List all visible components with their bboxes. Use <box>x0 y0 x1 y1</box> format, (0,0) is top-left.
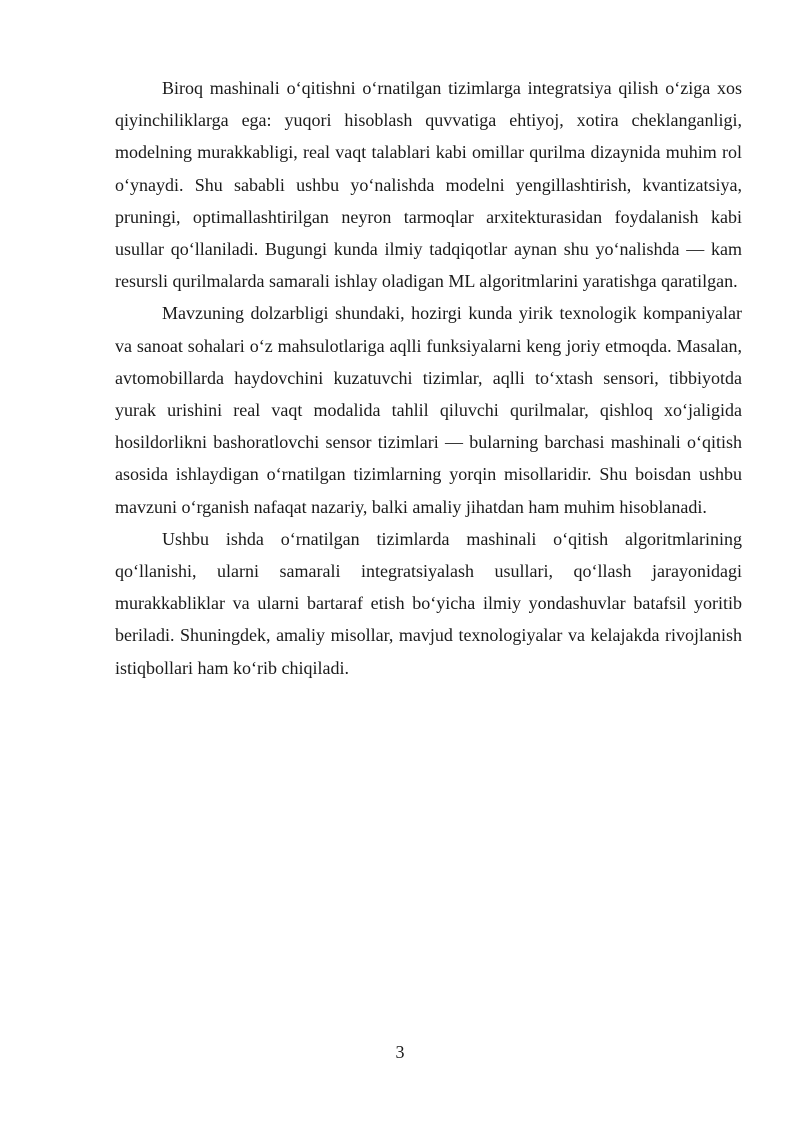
paragraph-topic-relevance: Mavzuning dolzarbligi shundaki, hozirgi kunda yirik texnologik kompaniyalar va sanoat sohalari o‘z mahsulotlariga aqlli funksiyalarni keng joriy etmoqda. Masalan, avtomobillarda haydovchini kuzatuvchi tizimlar, aqlli to‘xtash sensori, tibbiyotda yurak urishini real vaqt modalida tahlil qiluvchi qurilmalar, qishloq xo‘jaligida hosildorlikni bashoratlovchi sensor tizimlari — bularning barchasi mashinali o‘qitish asosida ishlaydigan o‘rnatilgan tizimlarning yorqin misollaridir. Shu boisdan ushbu mavzuni o‘rganish nafaqat nazariy, balki amaliy jihatdan ham muhim hisoblanadi. <box>115 303 742 517</box>
paragraph-work-scope: Ushbu ishda o‘rnatilgan tizimlarda mashinali o‘qitish algoritmlarining qo‘llanishi, ularni samarali integratsiyalash usullari, qo‘llash jarayonidagi murakkabliklar va ularni bartaraf etish bo‘yicha ilmiy yondashuvlar batafsil yoritib beriladi. Shuningdek, amaliy misollar, mavjud texnologiyalar va kelajakda rivojlanish istiqbollari ham ko‘rib chiqiladi. <box>115 528 742 678</box>
paragraph-integration-challenges: Biroq mashinali o‘qitishni o‘rnatilgan tizimlarga integratsiya qilish o‘ziga xos qiyinchiliklarga ega: yuqori hisoblash quvvatiga ehtiyoj, xotira cheklanganligi, modelning murakkabligi, real vaqt talablari kabi omillar qurilma dizaynida muhim rol o‘ynaydi. Shu sababli ushbu yo‘nalishda modelni yengillashtirish, kvantizatsiya, pruningi, optimallashtirilgan neyron tarmoqlar arxitekturasidan foydalanish kabi usullar qo‘llaniladi. Bugungi kunda ilmiy tadqiqotlar aynan shu yo‘nalishda — kam resursli qurilmalarda samarali ishlay oladigan ML algoritmlarini yaratishga qaratilgan. <box>115 78 742 292</box>
page-number: 3 <box>395 1042 405 1062</box>
body-text <box>115 72 742 684</box>
